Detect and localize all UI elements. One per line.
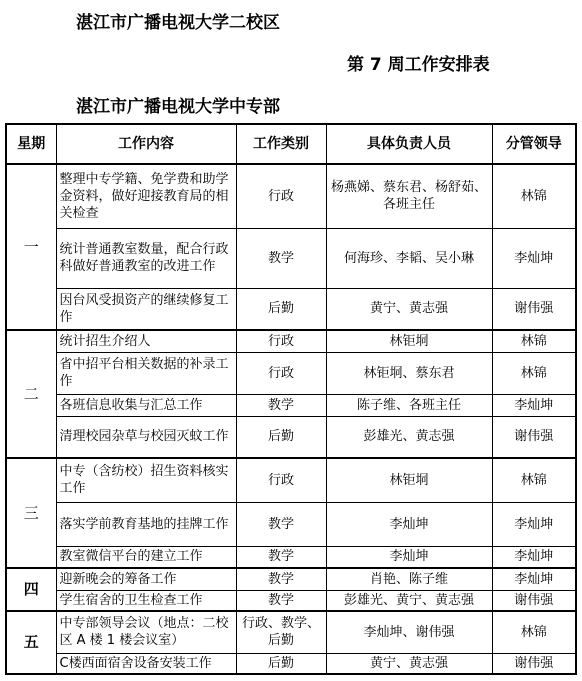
category-cell: 教学 [236,546,326,568]
schedule-table [5,123,577,675]
leader-cell: 李灿坤 [492,568,576,590]
leader-cell: 林锦 [492,611,576,653]
col-header-content: 工作内容 [56,124,236,164]
table-row [6,330,576,352]
staff-cell: 何海珍、李韬、吴小琳 [326,228,492,288]
table-row [6,458,576,502]
leader-cell: 谢伟强 [492,416,576,458]
category-cell: 行政 [236,164,326,228]
day-cell: 五 [6,611,56,674]
content-cell: 清理校园杂草与校园灭蚊工作 [56,416,236,458]
content-cell: 教室微信平台的建立工作 [56,546,236,568]
content-cell: 统计普通教室数量，配合行政科做好普通教室的改进工作 [56,228,236,288]
category-cell: 教学 [236,568,326,590]
table-row [6,590,576,611]
table-row [6,352,576,394]
leader-cell: 林锦 [492,164,576,228]
leader-cell: 林锦 [492,352,576,394]
content-cell: 各班信息收集与汇总工作 [56,394,236,416]
staff-cell: 肖艳、陈子维 [326,568,492,590]
staff-cell: 杨燕娣、蔡东君、杨舒茹、各班主任 [326,164,492,228]
content-cell: 中专（含纺校）招生资料核实工作 [56,458,236,502]
category-cell: 教学 [236,502,326,546]
leader-cell: 李灿坤 [492,546,576,568]
school-title: 湛江市广播电视大学二校区 [76,13,280,33]
staff-cell: 陈子维、各班主任 [326,394,492,416]
table-row [6,416,576,458]
table-row [6,653,576,674]
content-cell: 落实学前教育基地的挂牌工作 [56,502,236,546]
content-cell: 统计招生介绍人 [56,330,236,352]
table-row [6,611,576,653]
category-cell: 后勤 [236,653,326,674]
col-header-staff: 具体负责人员 [326,124,492,164]
content-cell: 因台风受损资产的继续修复工作 [56,288,236,330]
leader-cell: 谢伟强 [492,653,576,674]
day-cell: 二 [6,330,56,458]
staff-cell: 李灿坤 [326,546,492,568]
schedule-body [6,164,576,674]
col-header-day: 星期 [6,124,56,164]
staff-cell: 李灿坤、谢伟强 [326,611,492,653]
table-row [6,228,576,288]
leader-cell: 谢伟强 [492,288,576,330]
staff-cell: 林钜垌、蔡东君 [326,352,492,394]
department-title: 湛江市广播电视大学中专部 [76,97,280,117]
table-row [6,288,576,330]
content-cell: 中专部领导会议（地点：二校区 A 楼 1 楼会议室） [56,611,236,653]
content-cell: 整理中专学籍、免学费和助学金资料，做好迎接教育局的相关检查 [56,164,236,228]
leader-cell: 李灿坤 [492,394,576,416]
day-cell: 三 [6,458,56,568]
table-row [6,568,576,590]
day-cell: 四 [6,568,56,611]
category-cell: 教学 [236,394,326,416]
day-cell: 一 [6,164,56,330]
staff-cell: 彭雄光、黄宁、黄志强 [326,590,492,611]
leader-cell: 林锦 [492,458,576,502]
category-cell: 行政 [236,330,326,352]
staff-cell: 黄宁、黄志强 [326,288,492,330]
col-header-category: 工作类别 [236,124,326,164]
leader-cell: 李灿坤 [492,502,576,546]
staff-cell: 李灿坤 [326,502,492,546]
table-row [6,394,576,416]
week-title: 第 7 周工作安排表 [347,55,490,75]
category-cell: 行政 [236,458,326,502]
category-cell: 行政、教学、后勤 [236,611,326,653]
category-cell: 行政 [236,352,326,394]
staff-cell: 彭雄光、黄志强 [326,416,492,458]
category-cell: 后勤 [236,416,326,458]
leader-cell: 李灿坤 [492,228,576,288]
col-header-leader: 分管领导 [492,124,576,164]
table-row [6,546,576,568]
leader-cell: 林锦 [492,330,576,352]
content-cell: C楼西面宿舍设备安装工作 [56,653,236,674]
content-cell: 迎新晚会的筹备工作 [56,568,236,590]
table-row [6,502,576,546]
category-cell: 教学 [236,228,326,288]
staff-cell: 黄宁、黄志强 [326,653,492,674]
content-cell: 省中招平台相关数据的补录工作 [56,352,236,394]
leader-cell: 谢伟强 [492,590,576,611]
category-cell: 后勤 [236,288,326,330]
staff-cell: 林钜垌 [326,458,492,502]
staff-cell: 林钜垌 [326,330,492,352]
category-cell: 教学 [236,590,326,611]
table-header-row [6,124,576,164]
content-cell: 学生宿舍的卫生检查工作 [56,590,236,611]
table-row [6,164,576,228]
